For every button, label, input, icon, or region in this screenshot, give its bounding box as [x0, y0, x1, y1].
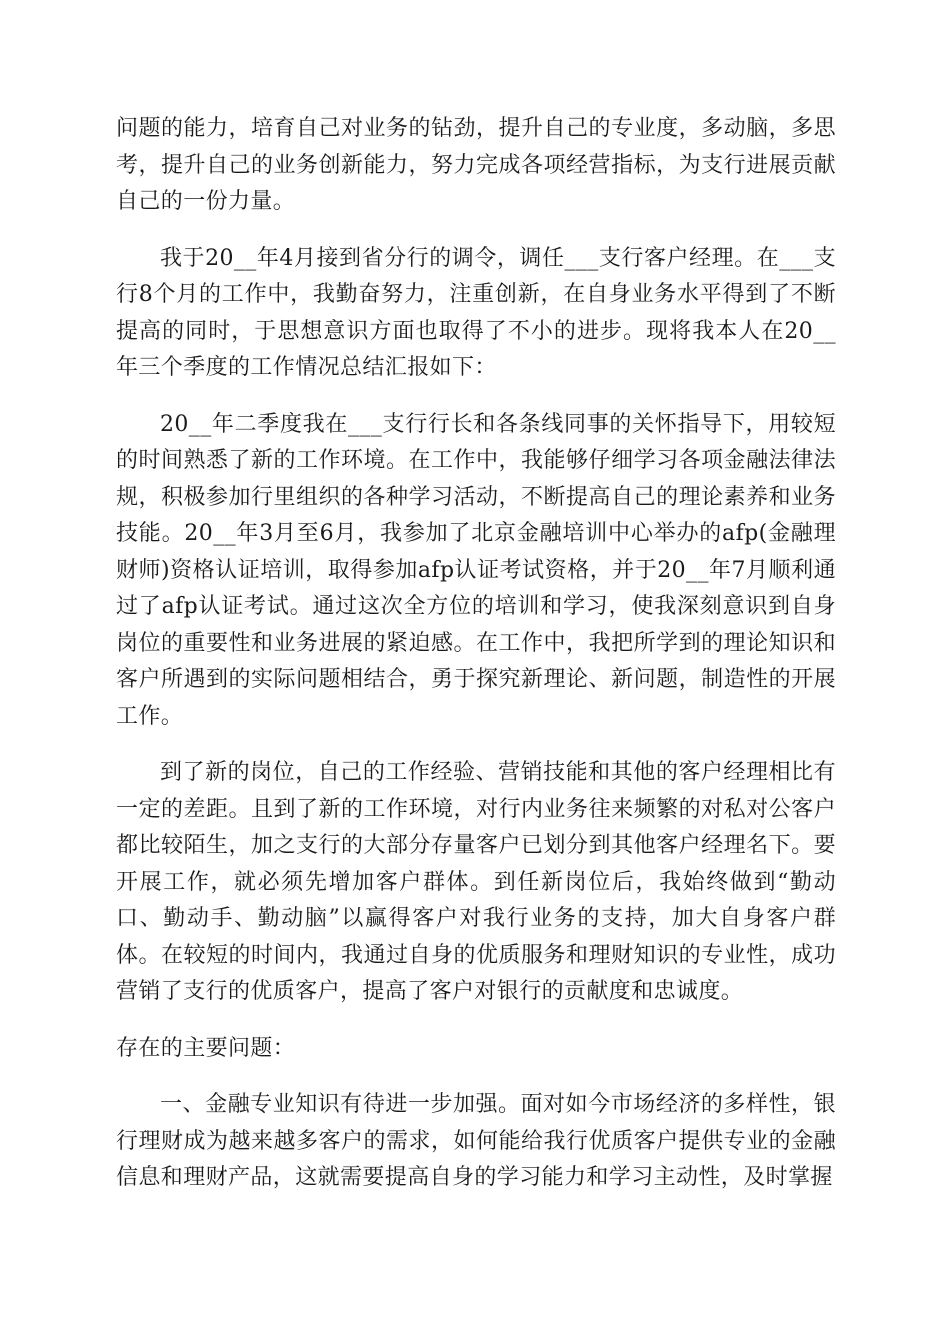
paragraph-transfer-intro: 我于20__年4月接到省分行的调令，调任___支行客户经理。在___支行8个月的工作中，我勤奋努力，注重创新，在自身业务水平得到了不断提高的同时，于思想意识方面也取得了不小的进步。现将我本人在20__年三个季度的工作情况总结汇报如下：	[116, 245, 836, 380]
section-heading-problems: 存在的主要问题：	[116, 1035, 296, 1061]
paragraph-problem-one: 一、金融专业知识有待进一步加强。面对如今市场经济的多样性，银行理财成为越来越多客户的需求，如何能给我行优质客户提供专业的金融信息和理财产品，这就需要提高自身的学习能力和学习主动性，及时掌握	[116, 1092, 836, 1190]
paragraph-new-post: 到了新的岗位，自己的工作经验、营销技能和其他的客户经理相比有一定的差距。且到了新的工作环境，对行内业务往来频繁的对私对公客户都比较陌生，加之支行的大部分存量客户已划分到其他客户经理名下。要开展工作，就必须先增加客户群体。到任新岗位后，我始终做到“勤动口、勤动手、勤动脑”以赢得客户对我行业务的支持，加大自身客户群体。在较短的时间内，我通过自身的优质服务和理财知识的专业性，成功营销了支行的优质客户，提高了客户对银行的贡献度和忠诚度。	[116, 760, 836, 1004]
paragraph-continuation: 问题的能力，培育自己对业务的钻劲，提升自己的专业度，多动脑，多思考，提升自己的业务创新能力，努力完成各项经营指标，为支行进展贡献自己的一份力量。	[116, 116, 836, 214]
paragraph-q2-training: 20__年二季度我在___支行行长和各条线同事的关怀指导下，用较短的时间熟悉了新的工作环境。在工作中，我能够仔细学习各项金融法律法规，积极参加行里组织的各种学习活动，不断提高自己的理论素养和业务技能。20__年3月至6月，我参加了北京金融培训中心举办的afp(金融理财师)资格认证培训，取得参加afp认证考试资格，并于20__年7月顺利通过了afp认证考试。通过这次全方位的培训和学习，使我深刻意识到自身岗位的重要性和业务进展的紧迫感。在工作中，我把所学到的理论知识和客户所遇到的实际问题相结合，勇于探究新理论、新问题，制造性的开展工作。	[116, 411, 836, 729]
